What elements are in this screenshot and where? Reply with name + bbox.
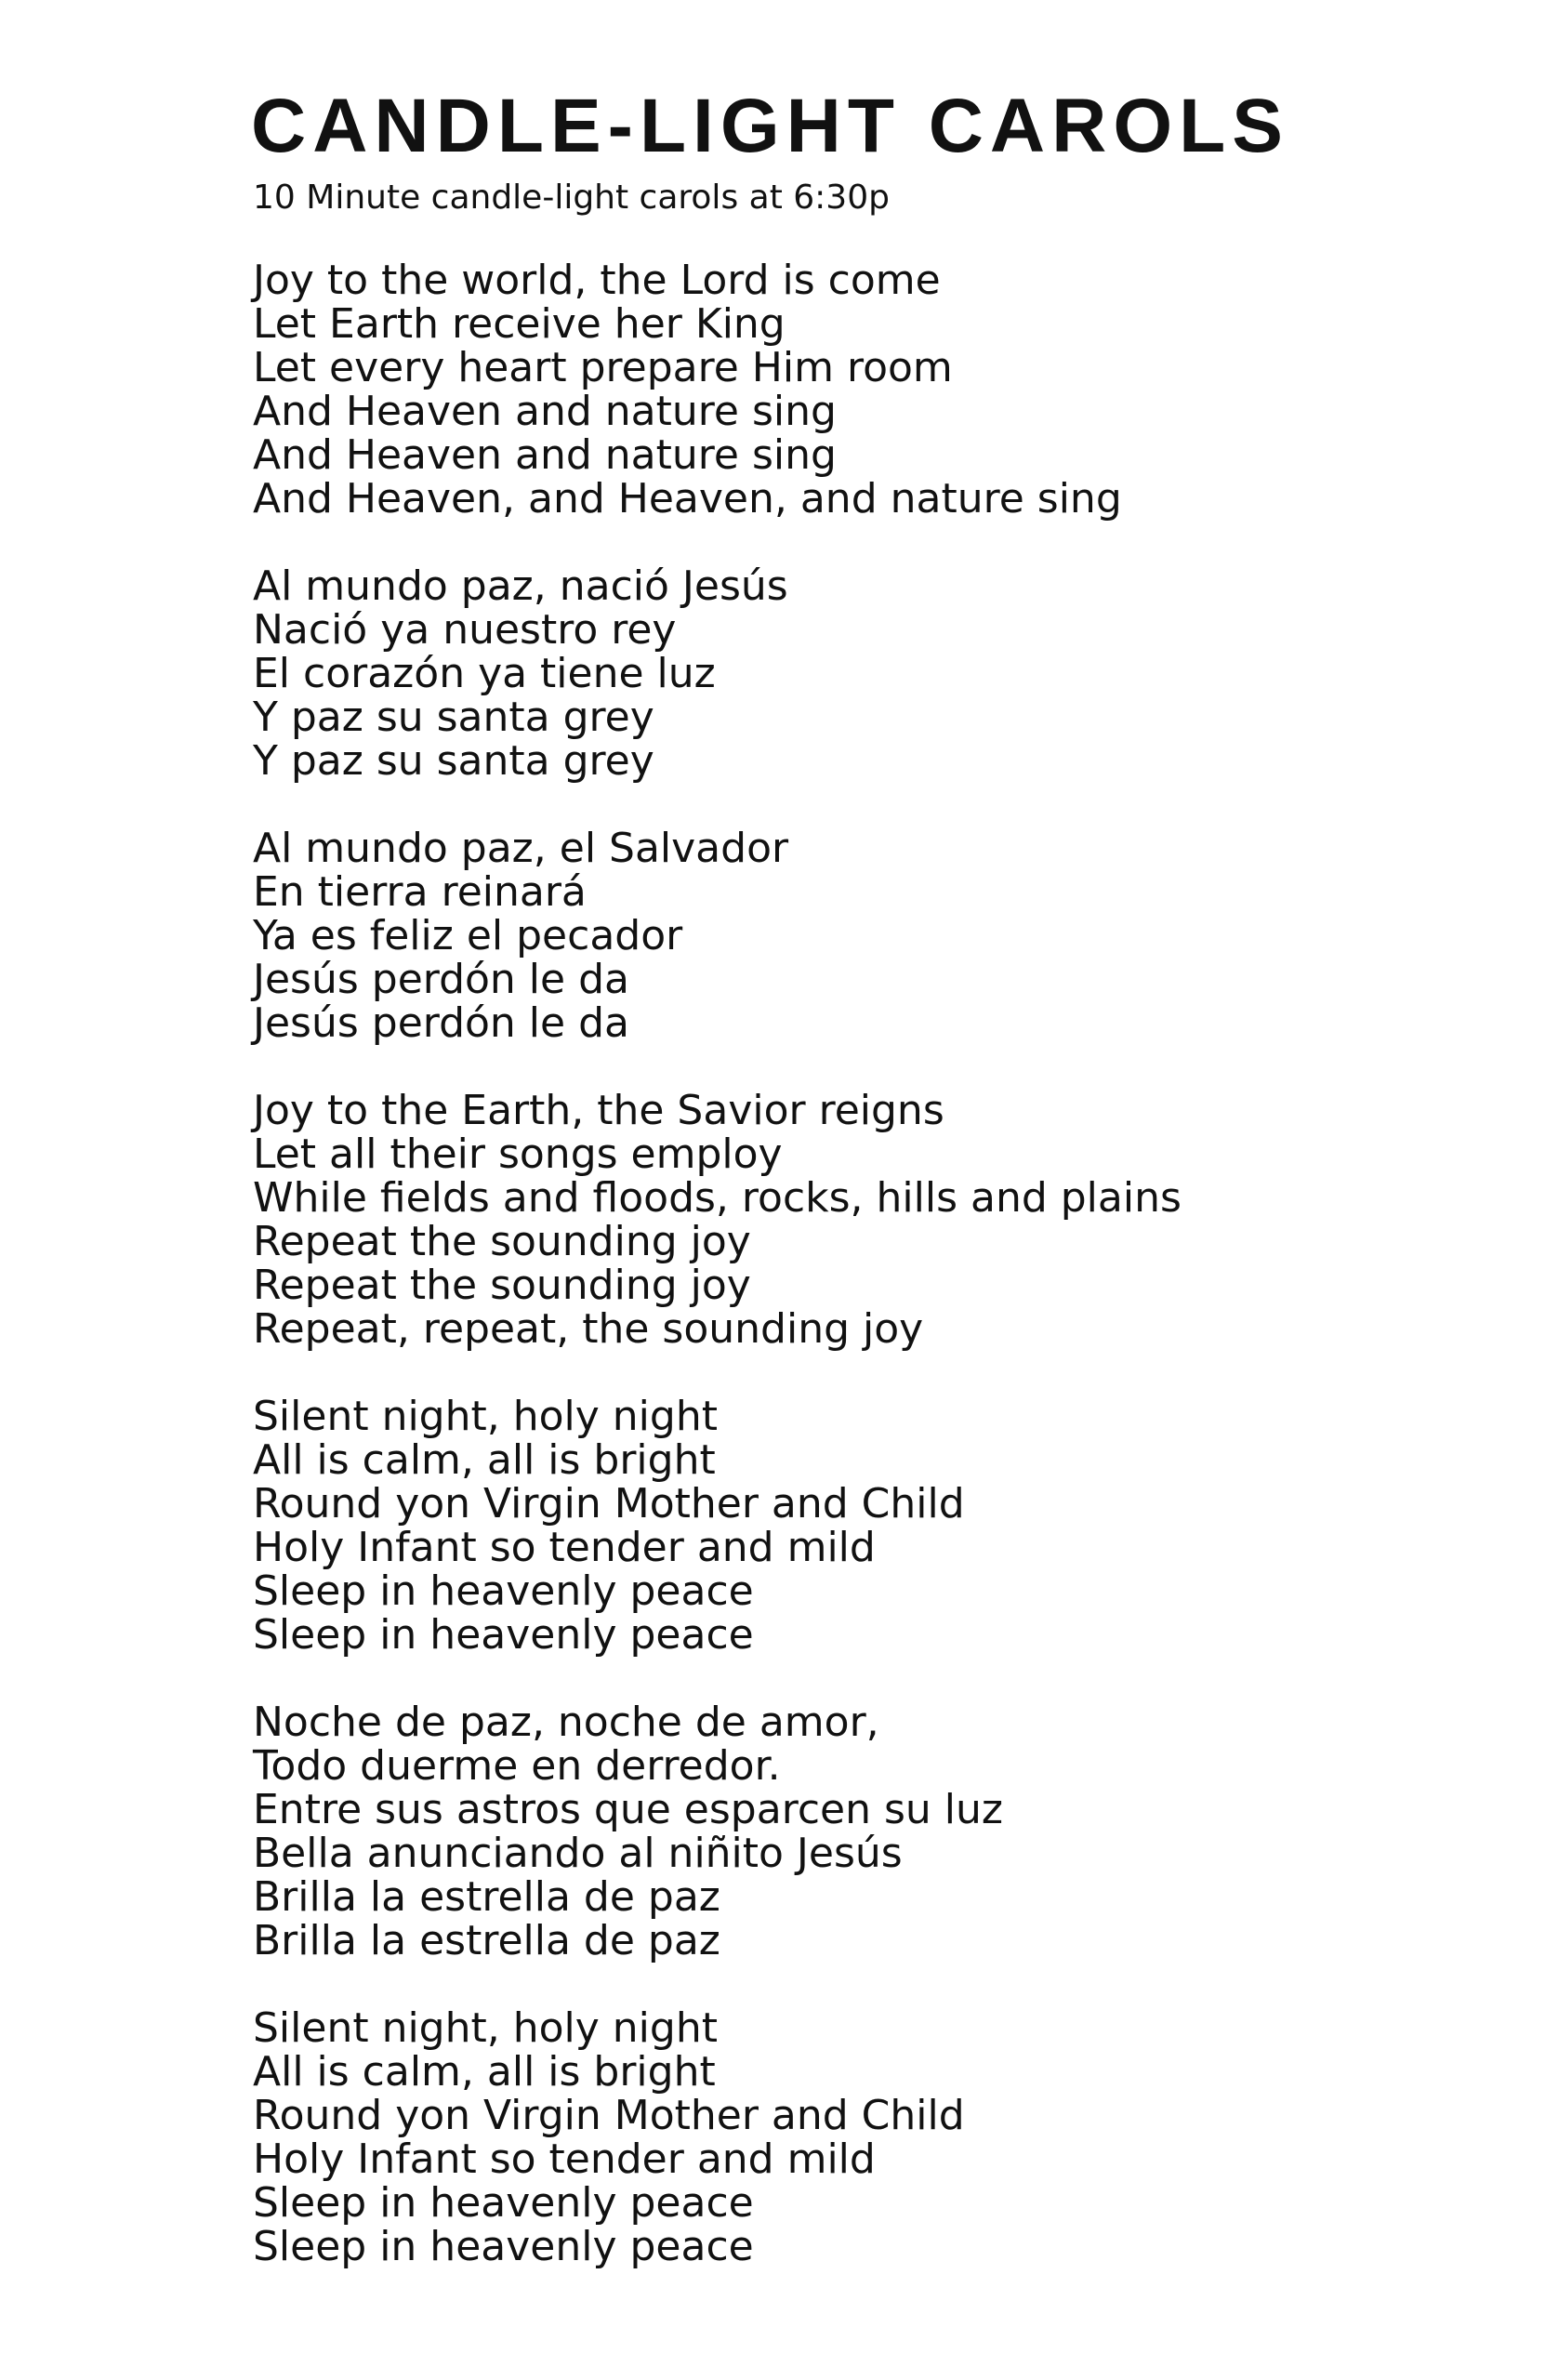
- verse-line: Repeat the sounding joy: [253, 1262, 751, 1309]
- verse-line: Let all their songs employ: [253, 1130, 783, 1178]
- verse-1: [253, 258, 1487, 521]
- verse-line: Sleep in heavenly peace: [253, 2223, 754, 2270]
- verse-line: All is calm, all is bright: [253, 2048, 716, 2096]
- verse-line: Silent night, holy night: [253, 2004, 718, 2052]
- verse-line: Let every heart prepare Him room: [253, 344, 953, 391]
- verse-line: Sleep in heavenly peace: [253, 1567, 754, 1615]
- verse-line: Todo duerme en derredor.: [253, 1742, 781, 1790]
- page-title: CANDLE-LIGHT CAROLS: [251, 84, 1289, 168]
- verse-line: El corazón ya tiene luz: [253, 650, 716, 697]
- verse-line: Sleep in heavenly peace: [253, 2179, 754, 2227]
- verse-line: Joy to the Earth, the Savior reigns: [253, 1087, 944, 1134]
- verse-line: Jesús perdón le da: [253, 999, 629, 1047]
- verse-4: [253, 1089, 1487, 1351]
- verse-line: Holy Infant so tender and mild: [253, 2135, 876, 2183]
- verse-6: [253, 1700, 1487, 1963]
- verse-line: And Heaven, and Heaven, and nature sing: [253, 475, 1122, 522]
- verse-3: [253, 826, 1487, 1045]
- verse-line: Y paz su santa grey: [253, 694, 654, 741]
- verse-7: [253, 2006, 1487, 2268]
- verse-line: Jesús perdón le da: [253, 956, 629, 1003]
- verse-5: [253, 1395, 1487, 1657]
- verse-line: Sleep in heavenly peace: [253, 1611, 754, 1659]
- page-subtitle: 10 Minute candle-light carols at 6:30p: [253, 178, 890, 217]
- verse-line: And Heaven and nature sing: [253, 388, 837, 435]
- verse-line: Brilla la estrella de paz: [253, 1917, 720, 1964]
- verse-line: En tierra reinará: [253, 868, 587, 916]
- verse-line: Repeat the sounding joy: [253, 1218, 751, 1265]
- verse-line: Ya es feliz el pecador: [253, 912, 683, 959]
- verse-line: Entre sus astros que esparcen su luz: [253, 1786, 1003, 1833]
- verse-line: Round yon Virgin Mother and Child: [253, 2092, 965, 2139]
- verse-line: Y paz su santa grey: [253, 737, 654, 785]
- verse-2: [253, 564, 1487, 783]
- verse-line: Let Earth receive her King: [253, 300, 786, 348]
- verse-line: Nació ya nuestro rey: [253, 606, 677, 654]
- verse-line: Bella anunciando al niñito Jesús: [253, 1830, 903, 1877]
- verse-line: Holy Infant so tender and mild: [253, 1524, 876, 1571]
- verse-line: Round yon Virgin Mother and Child: [253, 1480, 965, 1527]
- verse-line: Joy to the world, the Lord is come: [253, 257, 941, 304]
- verse-line: Brilla la estrella de paz: [253, 1873, 720, 1921]
- verse-list: [251, 258, 1487, 2268]
- verse-line: All is calm, all is bright: [253, 1436, 716, 1484]
- verse-line: Repeat, repeat, the sounding joy: [253, 1305, 924, 1353]
- verse-line: Noche de paz, noche de amor,: [253, 1699, 879, 1746]
- verse-line: Al mundo paz, el Salvador: [253, 825, 789, 872]
- verse-line: Silent night, holy night: [253, 1393, 718, 1440]
- verse-line: And Heaven and nature sing: [253, 431, 837, 479]
- verse-line: Al mundo paz, nació Jesús: [253, 562, 788, 610]
- lyrics-page: [251, 82, 1487, 2312]
- verse-line: While fields and floods, rocks, hills and plains: [253, 1174, 1182, 1222]
